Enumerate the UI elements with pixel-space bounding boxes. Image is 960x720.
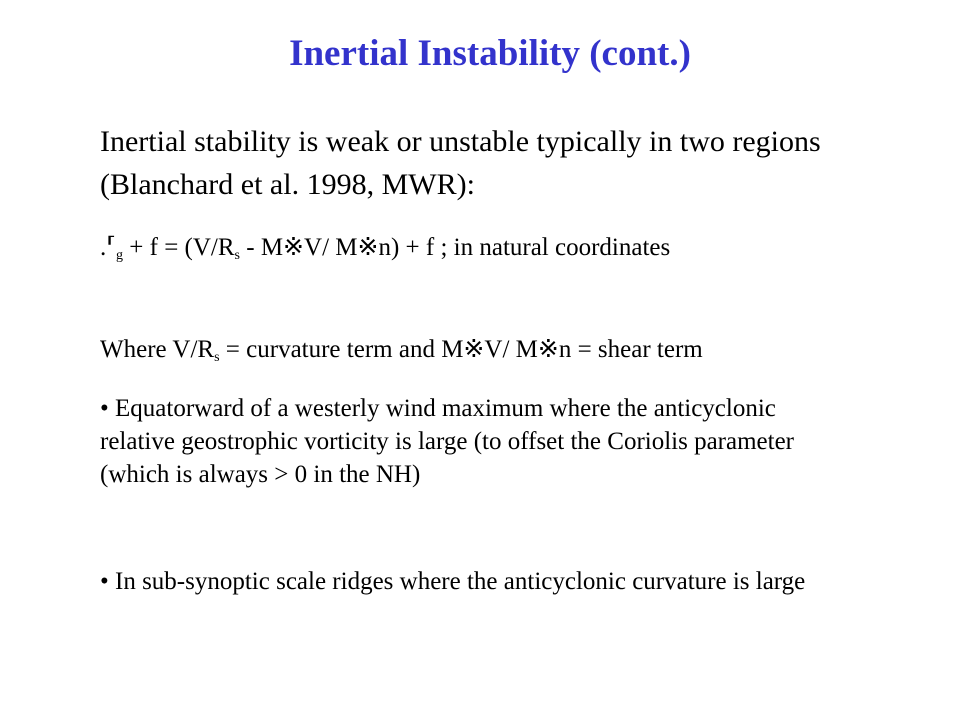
intro-paragraph: Inertial stability is weak or unstable typically in two regions (Blanchard et al. 1998, MWR): [100,125,821,201]
subscript-s: s [214,350,220,365]
bullet-item: • Equatorward of a westerly wind maximum where the anticyclonic relative geostrophic vorticity is large (to offset the Coriolis parameter (which is always > 0 in the NH) [100,395,795,488]
slide-title: Inertial Instability (cont.) [289,33,691,74]
bullet-item: • In sub-synoptic scale ridges where the anticyclonic curvature is large [100,568,806,595]
partial-symbol: M※ [515,336,559,363]
partial-symbol: M※ [441,336,485,363]
term-definition: Where $V/R_s$ = curvature term and M※V/ M※n = shear term [100,336,703,365]
subscript-s: s [234,248,240,263]
partial-symbol: M※ [335,234,379,261]
partial-symbol: M※ [260,234,305,261]
vorticity-symbol: .⸢ [100,234,117,261]
subscript-g: g [116,248,124,263]
vorticity-equation: $.⸢_g + f = (V/R_s$ - M※V/ M※n) + f ; in natural coordinates [100,234,671,263]
